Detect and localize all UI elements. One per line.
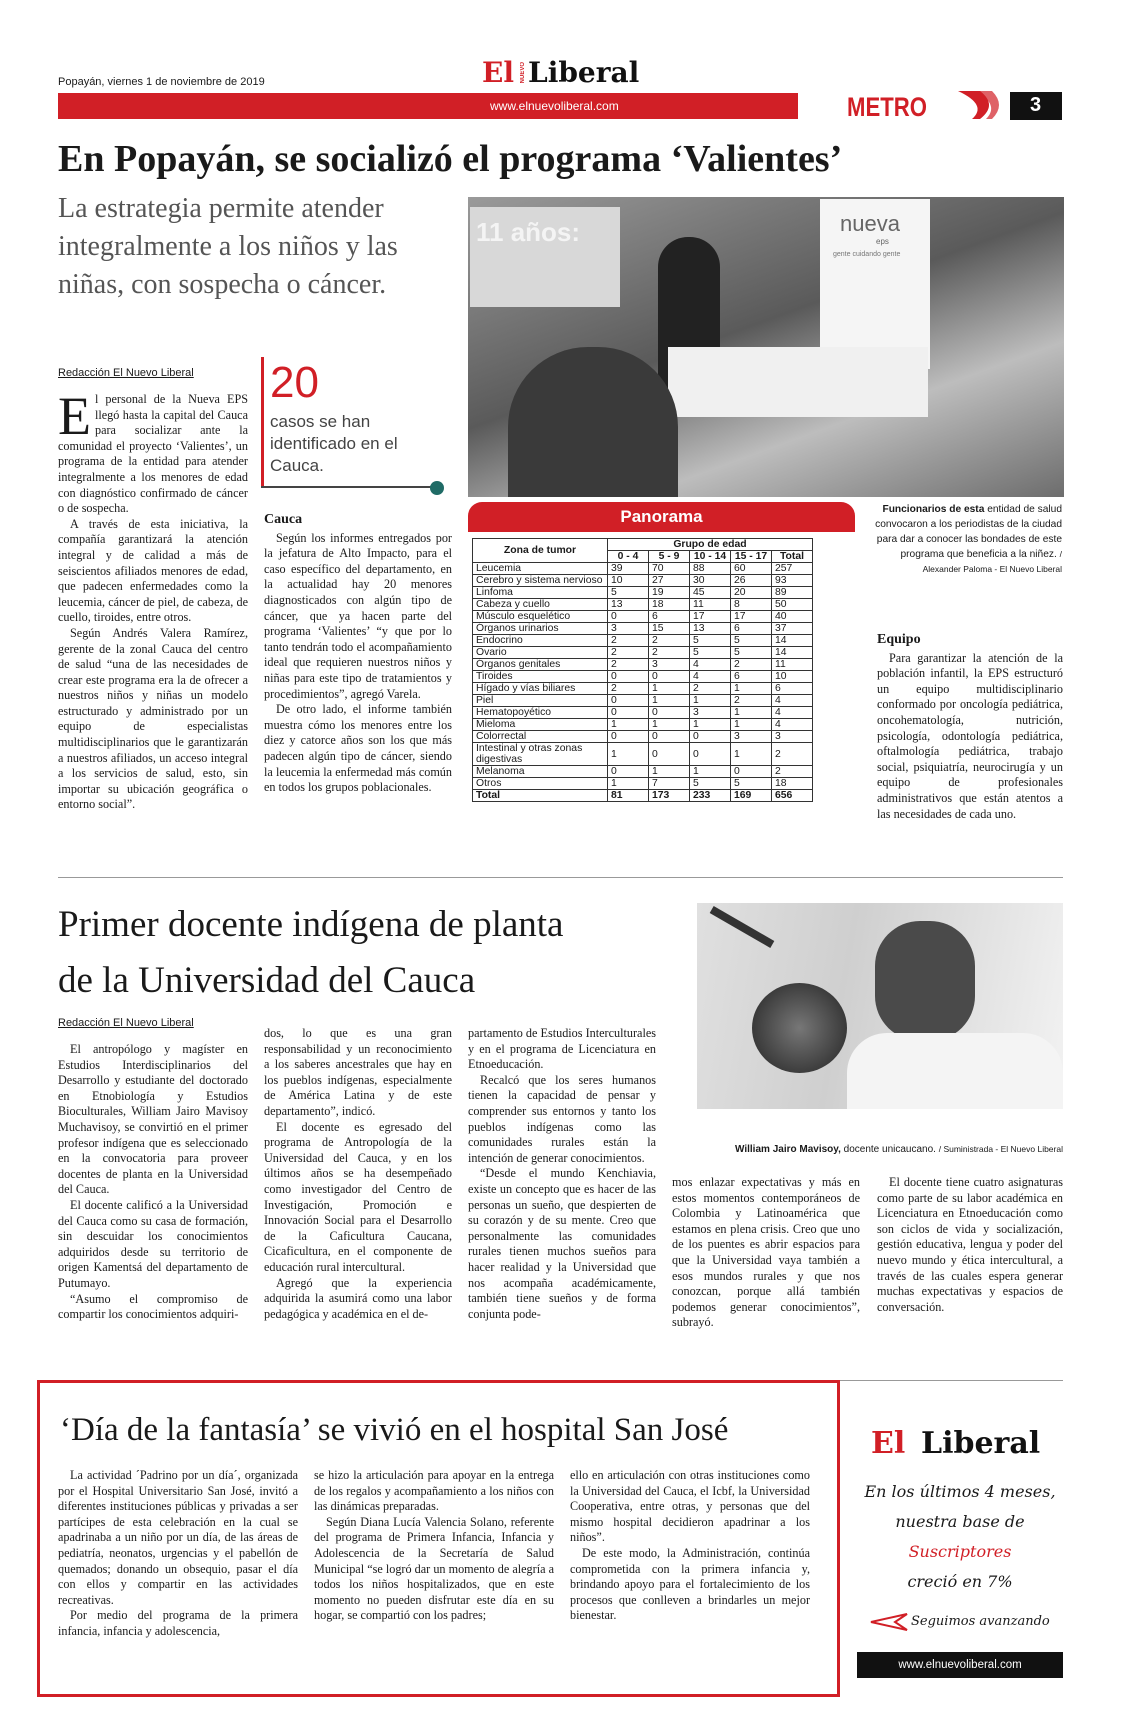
article1-p3: Según Andrés Valera Ramírez, gerente de la zonal Cauca del centro de salud “una de las necesidades de crear este programa era la de ofrecer a nuestros niños y niñas un modelo estructurado y administrado por un equipo de especialistas multidisciplinarios que le garantizarán a nuestros afiliados, un acceso integral a los servicios de salud, esto, sin importar su ubicación geográfica o entorno social”.	[58, 625, 248, 812]
article1-col2	[264, 512, 452, 796]
table-row	[473, 743, 813, 766]
table-row	[473, 790, 813, 802]
subscription-ad[interactable]	[857, 1428, 1063, 1682]
article1-col2-p1: Según los informes entregados por la jefatura de Alto Impacto, para el caso específico del departamento, en la actualidad hay 20 menores diagnosticados con algún tipo de cáncer, que ya hacen parte del programa ‘Valientes’ “y que por lo tanto tendrán todo el acompañamiento ideal que requieren nuestros niños y niñas para este tipo de tratamientos y procedimientos”, agregó Varela.	[264, 530, 452, 701]
table-cell: 2	[690, 683, 731, 695]
table-cell: 5	[731, 778, 772, 790]
table-cell: 656	[772, 790, 813, 802]
microphone	[752, 983, 847, 1073]
table-cell: 14	[772, 647, 813, 659]
article1-col2-p2: De otro lado, el informe también muestra cómo los menores entre los diez y catorce años son los que más padecen algún tipo de cáncer, siendo la leucemia la enfermedad más común en todos los grupos poblacionales.	[264, 702, 452, 795]
table-cell: 3	[649, 659, 690, 671]
table-group-header: Grupo de edad	[608, 539, 813, 551]
table-cell: 4	[772, 719, 813, 731]
table-cell: 60	[731, 563, 772, 575]
table-cell: 1	[608, 778, 649, 790]
table-cell: 1	[690, 766, 731, 778]
table-cell: 18	[772, 778, 813, 790]
table-cell: 30	[690, 575, 731, 587]
table-cell: 19	[649, 587, 690, 599]
article1-photo	[468, 197, 1064, 497]
table-row-label: Total	[473, 790, 608, 802]
table-row	[473, 778, 813, 790]
ad-line3: Suscriptores	[908, 1542, 1012, 1561]
article2-caption-credit: / Suministrada - El Nuevo Liberal	[938, 1144, 1063, 1154]
divider-1	[58, 877, 1063, 878]
table-col-header: Total	[772, 551, 813, 563]
caption-bold: Funcionarios de esta	[882, 504, 985, 515]
table-cell: 2	[772, 743, 813, 766]
callout-rule	[261, 486, 436, 488]
eps-banner-sub: eps	[876, 237, 889, 246]
article2-headline	[58, 897, 678, 1009]
table-cell: 0	[649, 671, 690, 683]
person-head	[875, 921, 975, 1041]
table-cell: 81	[608, 790, 649, 802]
table-cell: 1	[731, 719, 772, 731]
table-row	[473, 766, 813, 778]
panorama-box	[468, 502, 855, 802]
article2-col4-p1: mos enlazar expectativas y más en estos momentos contemporáneos de Colombia y Latinoamérica que estamos en plena crisis. Creo que uno de los puentes es abrir espacios para que la Universidad vaya también a esos mundos rurales y que nos conozcan, porque allá también podemos generar conocimientos”, subrayó.	[672, 1175, 860, 1330]
table-cell: 5	[731, 647, 772, 659]
callout-dot-icon	[430, 481, 444, 495]
article2-headline-line2: de la Universidad del Cauca	[58, 960, 476, 1001]
table-row-label: Tiroides	[473, 671, 608, 683]
person-shirt	[847, 1033, 1063, 1109]
article2-col1	[58, 1042, 248, 1323]
table-cell: 6	[772, 683, 813, 695]
caption-text: entidad de salud convocaron a los periodistas de la ciudad para dar a conocer las bondades de este programa que beneficia a la niñez.	[875, 504, 1062, 560]
table-cell: 3	[608, 623, 649, 635]
table-cell: 0	[608, 707, 649, 719]
article2-col3-p1: partamento de Estudios Interculturales y en el programa de Licenciatura en Etnoeducación.	[468, 1026, 656, 1072]
table-col-header: 5 - 9	[649, 551, 690, 563]
table-cell: 173	[649, 790, 690, 802]
article3-col1	[58, 1468, 298, 1640]
article3-col1-p1: La actividad ´Padrino por un día´, organizada por el Hospital Universitario San José, invitó a diferentes instituciones públicas y privadas a ser partícipes de esta celebración en la cual se apadrinaba a un niño por un día, de las áreas de pediatría, neonatos, urgencias y el pabellón de quemados; donando un obsequio, pasar el día con ellos y compartir en las actividades recreativas.	[58, 1468, 298, 1607]
ad-line1: En los últimos 4 meses,	[864, 1482, 1056, 1501]
table-cell: 2	[649, 647, 690, 659]
table-cell: 1	[649, 695, 690, 707]
table-row-header: Zona de tumor	[473, 539, 608, 563]
table-cell: 0	[731, 766, 772, 778]
article2-caption-bold: William Jairo Mavisoy,	[735, 1144, 841, 1155]
section-label: METRO	[847, 92, 927, 122]
article1-p2: A través de esta iniciativa, la compañía garantizará la atención integral y de calidad a más de seiscientos afiliados menores de edad, que padecen enfermedades como la leucemia, cáncer de piel, de cabeza, de cuello, tiroides, entre otros.	[58, 516, 248, 625]
table-cell: 27	[649, 575, 690, 587]
ad-website[interactable]: www.elnuevoliberal.com	[857, 1652, 1063, 1678]
table-row	[473, 659, 813, 671]
table-row	[473, 731, 813, 743]
table-row-label: Ovario	[473, 647, 608, 659]
table-cell: 89	[772, 587, 813, 599]
table-cell: 20	[731, 587, 772, 599]
table-cell: 233	[690, 790, 731, 802]
callout-text: casos se han identificado en el Cauca.	[270, 412, 398, 475]
table-cell: 93	[772, 575, 813, 587]
table-cell: 11	[772, 659, 813, 671]
table-col-header: 0 - 4	[608, 551, 649, 563]
article2-col4	[672, 1175, 860, 1331]
table-cell: 3	[690, 707, 731, 719]
table-cell: 2	[649, 635, 690, 647]
table-cell: 0	[649, 743, 690, 766]
table-cell: 0	[608, 766, 649, 778]
table-cell: 50	[772, 599, 813, 611]
table-row	[473, 671, 813, 683]
table-row-label: Hígado y vías biliares	[473, 683, 608, 695]
table-cell: 0	[690, 731, 731, 743]
table-cell: 6	[649, 611, 690, 623]
table-cell: 2	[608, 683, 649, 695]
table-row-label: Endocrino	[473, 635, 608, 647]
article1-byline: Redacción El Nuevo Liberal	[58, 367, 194, 379]
table-row-label: Hematopoyético	[473, 707, 608, 719]
ad-slogan: Seguimos avanzando	[911, 1614, 1050, 1629]
section-swoosh-icon	[958, 91, 1008, 119]
table-cell: 1	[649, 683, 690, 695]
table-cell: 0	[608, 731, 649, 743]
eps-banner-slogan: gente cuidando gente	[833, 251, 901, 258]
table-cell: 14	[772, 635, 813, 647]
table-cell: 15	[649, 623, 690, 635]
table-cell: 3	[772, 731, 813, 743]
ad-line2: nuestra base de	[895, 1512, 1025, 1531]
caption-credit: / Alexander Paloma - El Nuevo Liberal	[922, 549, 1062, 574]
table-cell: 2	[772, 766, 813, 778]
table-row	[473, 719, 813, 731]
table-cell: 26	[731, 575, 772, 587]
table-cell: 10	[772, 671, 813, 683]
table-row	[473, 599, 813, 611]
article3-col3	[570, 1468, 810, 1624]
article3-col3-p2: De este modo, la Administración, continúa comprometida con la primera infancia y, brindando apoyo para el fortalecimiento de los procesos que conlleven a brindarles un mejor bienestar.	[570, 1545, 810, 1623]
article1-p1: l personal de la Nueva EPS llegó hasta la capital del Cauca para socializar ante la comunidad el proyecto ‘Valientes’, un programa de la entidad para atender integralmente a los menores de edad con diagnóstico confirmado de cáncer o de sospecha.	[58, 392, 248, 516]
table-cell: 17	[690, 611, 731, 623]
dateline: Popayán, viernes 1 de noviembre de 2019	[58, 76, 265, 88]
table-cell: 2	[608, 659, 649, 671]
table-cell: 4	[772, 695, 813, 707]
ad-logo-liberal: Liberal	[921, 1426, 1041, 1461]
article1-col2-heading: Cauca	[264, 512, 303, 527]
table-cell: 1	[690, 719, 731, 731]
table-cell: 0	[649, 707, 690, 719]
arrow-icon	[869, 1610, 909, 1634]
panorama-title: Panorama	[468, 502, 855, 532]
article2-col2-p1: dos, lo que es una gran responsabilidad y un reconocimiento a los saberes ancestrales que hay en los pueblos indígenas, especialmente de América Latina y de este departamento”, indicó.	[264, 1026, 452, 1118]
masthead-logo[interactable]	[482, 58, 642, 90]
article2-col2-p3: Agregó que la experiencia adquirida la asumirá como una labor pedagógica y académica en el de-	[264, 1275, 452, 1321]
article2-col5	[877, 1175, 1063, 1315]
table-cell: 1	[608, 743, 649, 766]
table-cell: 0	[608, 671, 649, 683]
screen-text: 11 años:	[476, 217, 581, 247]
table-cell: 8	[731, 599, 772, 611]
article3-col1-p2: Por medio del programa de la primera infancia, infancia y adolescencia,	[58, 1608, 298, 1638]
table-cell: 4	[690, 659, 731, 671]
article2-col1-p1: El antropólogo y magíster en Estudios Interdisciplinarios del Desarrollo y estudiante del doctorado en Etnobiología y Estudios Bioculturales, William Jairo Mavisoy Muchavisoy, se convirtió en el primer profesor indígena que es seleccionado en la convocatoria para proveer docentes de planta en la Universidad del Cauca.	[58, 1042, 248, 1197]
article2-photo	[697, 903, 1063, 1109]
table-cell: 0	[690, 743, 731, 766]
table-cell: 2	[608, 647, 649, 659]
article2-col1-p2: El docente calificó a la Universidad del Cauca como su casa de formación, sin descuidar los conocimientos adquiridos desde su territorio de origen Kamentsá del departamento de Putumayo.	[58, 1197, 248, 1290]
panorama-table	[472, 538, 813, 802]
table-cell: 40	[772, 611, 813, 623]
dropcap: E	[58, 386, 91, 446]
table-cell: 5	[731, 635, 772, 647]
article1-headline: En Popayán, se socializó el programa ‘Valientes’	[58, 138, 843, 180]
table-cell: 2	[608, 635, 649, 647]
article2-headline-line1: Primer docente indígena de planta	[58, 904, 564, 945]
table-cell: 39	[608, 563, 649, 575]
table-row	[473, 575, 813, 587]
table-cell: 0	[649, 731, 690, 743]
callout-number: 20	[270, 358, 319, 407]
table-cell: 3	[731, 731, 772, 743]
article3-col2-p2: Según Diana Lucía Valencia Solano, referente del programa de Primera Infancia, Infancia y Adolescencia de la Secretaría de Salud Municipal “se logró dar un momento de alegría a todos los niños hospitalizados, que en este momento no pueden disfrutar este día en su hogar, se compartió con los padres;	[314, 1514, 554, 1623]
table-cell: 37	[772, 623, 813, 635]
table-cell: 169	[731, 790, 772, 802]
table-row	[473, 707, 813, 719]
table-row-label: Otros	[473, 778, 608, 790]
ad-logo-el: El	[871, 1426, 906, 1461]
table-cell: 2	[731, 659, 772, 671]
table-row-label: Intestinal y otras zonas digestivas	[473, 743, 608, 766]
ad-logo	[871, 1428, 1051, 1464]
table-cell: 0	[608, 695, 649, 707]
table-cell: 1	[731, 707, 772, 719]
table-row	[473, 611, 813, 623]
ad-line4: creció en 7%	[907, 1572, 1013, 1591]
table-cell: 17	[731, 611, 772, 623]
table-cell: 1	[649, 719, 690, 731]
table-cell: 0	[608, 611, 649, 623]
table-row-label: Cabeza y cuello	[473, 599, 608, 611]
article2-col3-p2: Recalcó que los seres humanos tienen la capacidad de pensar y comprender sus entornos y tanto los pueblos indígenas como las comunidades rurales están la intención de generar conocimientos.	[468, 1072, 656, 1165]
mic-arm	[710, 906, 775, 948]
table-row	[473, 587, 813, 599]
header-red-bar	[58, 93, 798, 119]
table-col-header: 10 - 14	[690, 551, 731, 563]
article2-col1-p3: “Asumo el compromiso de compartir los conocimientos adquiri-	[58, 1291, 248, 1322]
table-row	[473, 563, 813, 575]
table-row-label: Linfoma	[473, 587, 608, 599]
table-row-label: Melanoma	[473, 766, 608, 778]
table-cell: 70	[649, 563, 690, 575]
article1-caption	[872, 502, 1062, 577]
article2-byline: Redacción El Nuevo Liberal	[58, 1017, 194, 1029]
table-cell: 45	[690, 587, 731, 599]
table-cell: 6	[731, 623, 772, 635]
table-cell: 13	[608, 599, 649, 611]
page-number: 3	[1030, 94, 1042, 116]
article3-col2	[314, 1468, 554, 1624]
table-cell: 5	[690, 647, 731, 659]
callout-bar	[261, 357, 264, 487]
table-cell: 1	[608, 719, 649, 731]
article1-col4	[877, 632, 1063, 822]
article2-caption	[697, 1144, 1063, 1155]
table-row-label: Mieloma	[473, 719, 608, 731]
table-cell: 88	[690, 563, 731, 575]
table-row	[473, 635, 813, 647]
audience-heads	[508, 347, 678, 497]
article1-subhead: La estrategia permite atender integralmente a los niños y las niñas, con sospecha o cáncer.	[58, 193, 398, 300]
table-cell: 4	[690, 671, 731, 683]
table-cell: 2	[731, 695, 772, 707]
table-cell: 5	[690, 778, 731, 790]
table-row	[473, 683, 813, 695]
table-cell: 1	[649, 766, 690, 778]
table-col-header: 15 - 17	[731, 551, 772, 563]
table-row-label: Leucemia	[473, 563, 608, 575]
table-cell: 5	[690, 635, 731, 647]
eps-banner-text: nueva	[840, 211, 900, 236]
table-row-label: Cerebro y sistema nervioso	[473, 575, 608, 587]
article2-col3	[468, 1026, 656, 1322]
table-cell: 13	[690, 623, 731, 635]
logo-nuevo: NUEVO	[520, 62, 526, 84]
article2-caption-text: docente unicaucano.	[843, 1144, 936, 1155]
table-row-label: Colorrectal	[473, 731, 608, 743]
table-cell: 7	[649, 778, 690, 790]
table-cell: 11	[690, 599, 731, 611]
article1-col1	[58, 386, 248, 813]
article1-col4-p1: Para garantizar la atención de la población infantil, la EPS estructuró un equipo multidisciplinario conformado por oncología pediátrica, oncohematología, nutrición, psicología, odontología pediátrica, oftalmología pediátrica, trabajo social, psiquiatría, neurocirugía y un equipo de profesionales administrativos que están atentos a las necesidades de cada uno.	[877, 650, 1063, 821]
table-cell: 18	[649, 599, 690, 611]
header-website[interactable]: www.elnuevoliberal.com	[490, 99, 619, 113]
table-cell: 10	[608, 575, 649, 587]
article2-col3-p3: “Desde el mundo Kenchiavia, existe un concepto que es hacer de las personas un sueño, que despierten de su corazón y de su mente. Creo que personalmente las comunidades rurales tienen muchos sueños para hacer realidad y la Universidad que nos acompaña académicamente, también tiene sueños y de forma conjunta pode-	[468, 1166, 656, 1321]
table-cell: 257	[772, 563, 813, 575]
table-row-label: Órganos genitales	[473, 659, 608, 671]
table-cell: 1	[731, 683, 772, 695]
article1-col4-heading: Equipo	[877, 632, 921, 647]
article3-headline: ‘Día de la fantasía’ se vivió en el hospital San José	[60, 1412, 729, 1448]
table-row	[473, 647, 813, 659]
table-row-label: Órganos urinarios	[473, 623, 608, 635]
article2-col5-p1: El docente tiene cuatro asignaturas como parte de su labor académica en Licenciatura en Etnoeducación como son ciclos de vida y socialización, gestión educativa, lengua y poder del nuevo mundo y ética intercultural, a través de las cuales espera generar muchas expectativas y espacios de conversación.	[877, 1175, 1063, 1314]
table-cell: 4	[772, 707, 813, 719]
table-row-label: Piel	[473, 695, 608, 707]
logo-liberal: Liberal	[528, 56, 640, 89]
table-cell: 5	[608, 587, 649, 599]
table-cell: 1	[731, 743, 772, 766]
table-row	[473, 623, 813, 635]
article2-col2-p2: El docente es egresado del programa de Antropología de la Universidad del Cauca, y en los últimos años se ha desempeñado como investigador del Centro de Investigación, Promoción e Innovación Social para el Desarrollo de la Caficultura Caucana, Cicaficultura, en el componente de educación rural intercultural.	[264, 1119, 452, 1274]
table-row-label: Músculo esquelético	[473, 611, 608, 623]
article2-col2	[264, 1026, 452, 1322]
article3-col2-p1: se hizo la articulación para apoyar en la entrega de los regalos y acompañamiento a los niños con las dinámicas preparadas.	[314, 1468, 554, 1514]
table-cell: 6	[731, 671, 772, 683]
logo-el: El	[482, 56, 514, 89]
table-row	[473, 695, 813, 707]
article3-col3-p1: ello en articulación con otras instituciones como la Universidad del Cauca, el Icbf, la Universidad Cooperativa, entre otras, y personas que del mismo hospital decidieron apadrinar a los niños”.	[570, 1468, 810, 1545]
table-cloth	[668, 347, 928, 417]
table-cell: 1	[690, 695, 731, 707]
